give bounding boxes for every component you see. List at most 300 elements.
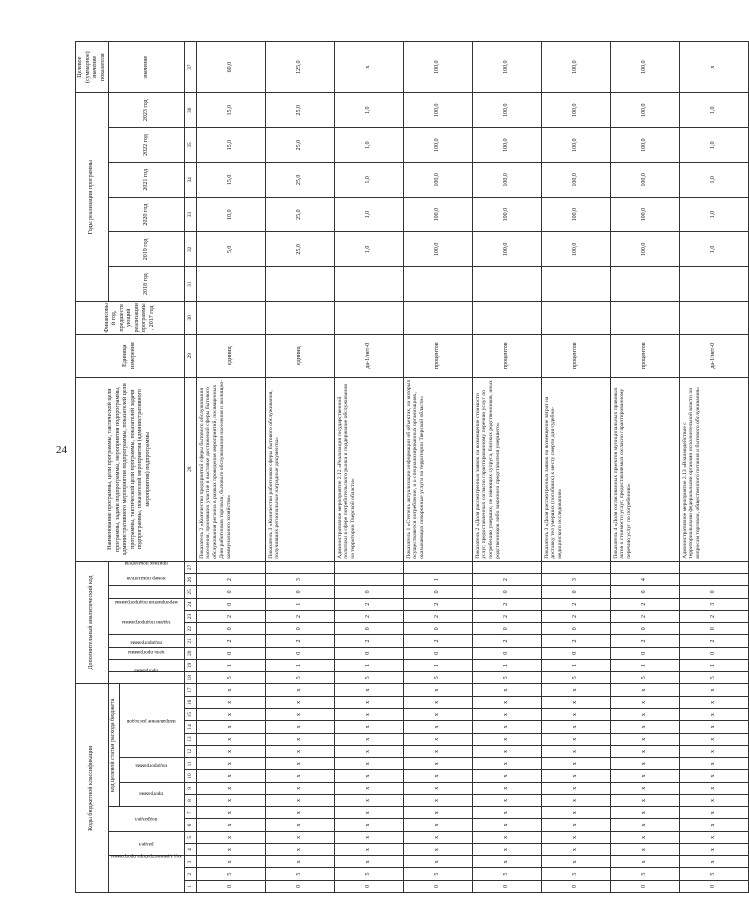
year-value-cell: 100,0 <box>541 128 610 163</box>
column-number: 10 <box>184 770 196 782</box>
program-table <box>75 41 749 893</box>
indicator-name: Показатель 2 «Количество предприятий сферы бытового обслуживания населения, принявших участие в выставке достижений сферы бытового обслуживания региона в рамках проведения мероприятий, посвященных Дню работников торговли, бытового обслуживания населения и жилищно-коммунального хозяйства» <box>196 377 265 561</box>
year-value-cell: 1,0 <box>679 197 748 232</box>
code-cell: 0 <box>472 647 541 659</box>
column-number: 24 <box>184 598 196 610</box>
column-number: 32 <box>184 232 196 267</box>
indicator-name: Административное мероприятие 2.13 «Взаимодействие с территориальными федеральными органами исполнительной власти по вопросам торговли, общественного питания и бытового обслуживания» <box>679 377 748 561</box>
code-cell: 5 <box>472 672 541 684</box>
year-value-cell: 100,0 <box>610 197 679 232</box>
code-cell: х <box>541 782 610 794</box>
year-value-cell: 25,0 <box>265 93 334 128</box>
column-number: 37 <box>184 42 196 93</box>
year-value-cell: 1,0 <box>334 93 403 128</box>
target-value-cell: 60,0 <box>196 42 265 93</box>
code-cell: х <box>196 709 265 721</box>
code-cell: х <box>265 843 334 855</box>
code-sub-indicator-sign: признак показателя <box>109 561 185 586</box>
code-cell: х <box>196 696 265 708</box>
table-row <box>403 42 472 893</box>
code-cell: х <box>610 856 679 868</box>
code-cell: х <box>403 721 472 733</box>
target-value-header: значение <box>109 42 185 93</box>
year-value-cell <box>610 267 679 302</box>
code-cell: х <box>679 758 748 770</box>
code-cell: 0 <box>334 623 403 635</box>
unit-cell: процентов <box>472 334 541 377</box>
code-cell: х <box>610 733 679 745</box>
year-value-cell: 1,0 <box>334 232 403 267</box>
base-year-cell <box>541 302 610 335</box>
code-cell: 2 <box>610 635 679 647</box>
code-cell: 5 <box>265 672 334 684</box>
target-value-cell: 100,0 <box>472 42 541 93</box>
column-number: 8 <box>184 794 196 806</box>
column-number: 35 <box>184 128 196 163</box>
column-number: 23 <box>184 610 196 622</box>
code-cell: 1 <box>265 598 334 610</box>
code-cell: 0 <box>265 586 334 598</box>
year-value-cell: 100,0 <box>541 162 610 197</box>
analytic-code-header: Дополнительный аналитический код <box>76 561 109 684</box>
year-value-cell: 1,0 <box>679 162 748 197</box>
year-value-cell: 100,0 <box>541 232 610 267</box>
code-cell: 5 <box>472 868 541 880</box>
code-cell: 0 <box>541 586 610 598</box>
code-cell: 0 <box>472 586 541 598</box>
code-cell: х <box>541 831 610 843</box>
code-cell: х <box>679 721 748 733</box>
column-number: 33 <box>184 197 196 232</box>
year-2022-header: 2022 год <box>109 128 185 163</box>
indicator-name: Показатель 1 «Степень актуализации информации об объектах, на которых осуществляется потребление, и о специализированных организациях, оказывающих похоронные услуги на территории Тверской области» <box>403 377 472 561</box>
code-cell: 2 <box>403 635 472 647</box>
code-sub-indicator-number: номер показателя <box>109 586 185 598</box>
code-cell: 0 <box>541 647 610 659</box>
code-cell: х <box>403 770 472 782</box>
code-cell: х <box>334 721 403 733</box>
name-header: Наименование программы, цели программы, тактической цели программы, задачи подпрограммы, мероприятия подпрограммы, административного мероприятия подпрограммы, показателей цели программы, тактической цели программы, показателей задачи подпрограммы, показателей мероприятия (административного мероприятия) подпрограммы <box>76 377 185 561</box>
code-cell: 0 <box>679 647 748 659</box>
year-value-cell: 100,0 <box>610 162 679 197</box>
code-cell <box>334 574 403 586</box>
code-cell <box>679 574 748 586</box>
year-value-cell: 1,0 <box>334 162 403 197</box>
code-cell: х <box>472 758 541 770</box>
code-cell: х <box>472 819 541 831</box>
code-cell: 5 <box>196 672 265 684</box>
code-cell: х <box>334 807 403 819</box>
subprogram-code-header: подпрограмма <box>119 758 184 783</box>
base-year-cell <box>472 302 541 335</box>
year-value-cell <box>265 267 334 302</box>
code-cell: х <box>610 794 679 806</box>
code-cell: х <box>679 856 748 868</box>
code-cell <box>265 561 334 573</box>
code-cell: 0 <box>541 880 610 892</box>
code-cell: х <box>265 807 334 819</box>
code-cell: х <box>403 856 472 868</box>
code-cell: х <box>334 758 403 770</box>
code-cell: х <box>541 721 610 733</box>
code-cell: х <box>679 709 748 721</box>
code-cell: х <box>196 745 265 757</box>
column-number: 9 <box>184 782 196 794</box>
code-cell: х <box>610 758 679 770</box>
table-row <box>679 42 748 893</box>
code-cell: х <box>541 696 610 708</box>
code-cell: х <box>265 709 334 721</box>
year-value-cell: 100,0 <box>472 128 541 163</box>
year-value-cell: 1,0 <box>679 232 748 267</box>
year-value-cell <box>679 267 748 302</box>
code-sub-goal: цель программы <box>109 659 185 671</box>
code-cell <box>334 561 403 573</box>
code-sub-task: задачи подпрограммы <box>109 635 185 647</box>
code-cell: х <box>472 807 541 819</box>
year-value-cell <box>196 267 265 302</box>
code-cell: 2 <box>265 610 334 622</box>
code-cell: 0 <box>679 623 748 635</box>
code-cell: х <box>334 770 403 782</box>
page-number: 24 <box>56 444 67 456</box>
year-value-cell: 1,0 <box>334 128 403 163</box>
code-cell: 1 <box>472 659 541 671</box>
code-cell: х <box>472 843 541 855</box>
code-cell: х <box>196 856 265 868</box>
year-value-cell: 25,0 <box>265 128 334 163</box>
year-value-cell: 10,0 <box>196 197 265 232</box>
code-cell: х <box>679 794 748 806</box>
code-cell: 1 <box>334 659 403 671</box>
code-cell: 0 <box>610 880 679 892</box>
code-cell: 0 <box>334 586 403 598</box>
column-number: 28 <box>184 377 196 561</box>
code-cell: х <box>541 709 610 721</box>
code-cell: х <box>403 819 472 831</box>
year-value-cell: 1,0 <box>334 197 403 232</box>
target-value-cell: 125,0 <box>265 42 334 93</box>
column-number: 31 <box>184 267 196 302</box>
code-cell: 1 <box>265 659 334 671</box>
base-year-cell <box>403 302 472 335</box>
code-cell: х <box>403 684 472 696</box>
code-cell: х <box>472 831 541 843</box>
code-cell: х <box>541 856 610 868</box>
code-cell: х <box>679 819 748 831</box>
year-value-cell <box>541 267 610 302</box>
code-cell: х <box>679 684 748 696</box>
table-row <box>196 42 265 893</box>
code-cell: 0 <box>196 598 265 610</box>
code-cell: 0 <box>403 647 472 659</box>
code-cell: х <box>403 807 472 819</box>
base-year-cell <box>196 302 265 335</box>
target-value-cell: 100,0 <box>403 42 472 93</box>
indicator-name: Показатель 4 «Доля согласованных проектов муниципальных правовых актов о стоимости услуг, предоставляемых согласно гарантированному перечню услуг по погребению» <box>610 377 679 561</box>
code-cell: х <box>403 709 472 721</box>
code-cell: 0 <box>610 623 679 635</box>
indicator-name: Показатель 3 «Доля рассмотренных заявок на возмещение затрат на доставку тел умерших (погибших) к месту смерти для судебно-медицинского исследования» <box>541 377 610 561</box>
year-value-cell <box>403 267 472 302</box>
code-cell: 0 <box>196 647 265 659</box>
code-cell: х <box>403 782 472 794</box>
column-number: 15 <box>184 709 196 721</box>
code-cell: 0 <box>196 880 265 892</box>
code-cell: х <box>196 758 265 770</box>
budget-codes-header: Коды бюджетной классификации <box>76 684 109 893</box>
year-2019-header: 2019 год <box>109 232 185 267</box>
code-cell: х <box>403 831 472 843</box>
base-year-cell <box>679 302 748 335</box>
code-cell: х <box>472 733 541 745</box>
table-body <box>196 42 748 893</box>
code-cell: х <box>334 794 403 806</box>
code-cell: х <box>472 856 541 868</box>
column-number: 3 <box>184 856 196 868</box>
code-cell: 5 <box>334 672 403 684</box>
code-cell: 0 <box>610 586 679 598</box>
column-numbers-row <box>184 42 196 893</box>
unit-cell: процентов <box>403 334 472 377</box>
code-cell: х <box>334 684 403 696</box>
code-cell: 5 <box>403 672 472 684</box>
code-cell <box>610 561 679 573</box>
code-cell: х <box>334 745 403 757</box>
code-cell: х <box>541 733 610 745</box>
target-value-cell: 100,0 <box>610 42 679 93</box>
column-number: 1 <box>184 880 196 892</box>
code-cell: 0 <box>610 647 679 659</box>
code-cell: х <box>265 745 334 757</box>
code-cell: х <box>334 831 403 843</box>
unit-cell: да-1/нет-0 <box>334 334 403 377</box>
year-value-cell: 100,0 <box>610 232 679 267</box>
code-cell: х <box>472 745 541 757</box>
code-cell: 2 <box>679 635 748 647</box>
code-cell: 0 <box>196 623 265 635</box>
code-cell: х <box>265 782 334 794</box>
code-cell: 0 <box>679 880 748 892</box>
column-number: 27 <box>184 561 196 573</box>
code-cell: 0 <box>472 880 541 892</box>
code-cell: 2 <box>541 635 610 647</box>
column-number: 36 <box>184 93 196 128</box>
code-cell: х <box>472 721 541 733</box>
year-value-cell: 100,0 <box>403 162 472 197</box>
code-cell: х <box>610 831 679 843</box>
code-cell: х <box>610 684 679 696</box>
code-cell: х <box>541 684 610 696</box>
table-row <box>610 42 679 893</box>
unit-cell: единиц <box>265 334 334 377</box>
code-cell: х <box>610 843 679 855</box>
year-value-cell: 100,0 <box>610 128 679 163</box>
code-cell: 0 <box>541 623 610 635</box>
code-cell: х <box>196 684 265 696</box>
column-number: 34 <box>184 162 196 197</box>
code-cell <box>541 561 610 573</box>
code-cell: х <box>679 733 748 745</box>
code-cell: 5 <box>679 868 748 880</box>
code-cell: 2 <box>403 598 472 610</box>
code-cell: 5 <box>679 672 748 684</box>
code-cell: 2 <box>472 635 541 647</box>
year-value-cell <box>472 267 541 302</box>
target-value-cell: х <box>679 42 748 93</box>
code-cell: х <box>541 819 610 831</box>
year-value-cell: 25,0 <box>265 162 334 197</box>
code-cell: х <box>265 733 334 745</box>
code-cell: х <box>265 684 334 696</box>
code-cell: 2 <box>403 610 472 622</box>
code-cell: х <box>472 770 541 782</box>
code-cell: х <box>541 843 610 855</box>
code-cell: 5 <box>196 868 265 880</box>
code-cell: х <box>472 684 541 696</box>
table-row <box>472 42 541 893</box>
code-cell: х <box>196 807 265 819</box>
year-2020-header: 2020 год <box>109 197 185 232</box>
column-number: 2 <box>184 868 196 880</box>
code-cell: х <box>610 807 679 819</box>
column-number: 11 <box>184 758 196 770</box>
column-number: 16 <box>184 696 196 708</box>
code-cell: х <box>265 770 334 782</box>
year-value-cell: 100,0 <box>472 197 541 232</box>
code-cell: 0 <box>265 880 334 892</box>
code-cell: х <box>334 819 403 831</box>
column-number: 29 <box>184 334 196 377</box>
target-header: Целевое (суммарное) значение показателя <box>76 42 109 93</box>
code-cell: х <box>610 721 679 733</box>
code-cell: 2 <box>472 574 541 586</box>
code-cell: х <box>403 758 472 770</box>
column-number: 4 <box>184 843 196 855</box>
column-number: 20 <box>184 647 196 659</box>
code-cell: 0 <box>403 880 472 892</box>
code-cell: х <box>334 733 403 745</box>
rotated-table-container <box>75 41 716 893</box>
column-number: 12 <box>184 745 196 757</box>
subsection-header: подраздел <box>109 807 185 832</box>
code-cell: 5 <box>541 672 610 684</box>
code-cell: х <box>265 819 334 831</box>
code-cell <box>472 561 541 573</box>
code-cell: х <box>265 721 334 733</box>
code-cell: х <box>196 733 265 745</box>
unit-cell: единиц <box>196 334 265 377</box>
code-cell: х <box>196 819 265 831</box>
code-sub-program: программа <box>109 672 185 684</box>
year-value-cell: 15,0 <box>196 162 265 197</box>
year-2018-header: 2018 год <box>109 267 185 302</box>
column-number: 7 <box>184 807 196 819</box>
base-year-cell <box>334 302 403 335</box>
code-cell: х <box>679 843 748 855</box>
code-cell: х <box>541 794 610 806</box>
code-cell: 5 <box>541 868 610 880</box>
code-cell: 0 <box>472 623 541 635</box>
code-cell: 1 <box>196 659 265 671</box>
code-cell: х <box>472 794 541 806</box>
code-cell: 2 <box>679 610 748 622</box>
code-cell: 0 <box>196 586 265 598</box>
code-cell <box>196 561 265 573</box>
code-cell: х <box>334 709 403 721</box>
header-row-1 <box>76 42 109 893</box>
admin-code-header: код администратора программы <box>109 856 185 893</box>
code-cell <box>679 561 748 573</box>
year-value-cell: 100,0 <box>541 197 610 232</box>
code-cell: 2 <box>610 598 679 610</box>
code-cell: х <box>196 831 265 843</box>
year-value-cell: 100,0 <box>472 232 541 267</box>
year-value-cell: 15,0 <box>196 128 265 163</box>
column-number: 30 <box>184 302 196 335</box>
code-cell: 0 <box>403 623 472 635</box>
code-cell: 2 <box>334 598 403 610</box>
code-cell: х <box>334 856 403 868</box>
code-cell: х <box>679 807 748 819</box>
year-value-cell: 1,0 <box>679 93 748 128</box>
code-cell: х <box>610 696 679 708</box>
code-cell: х <box>610 782 679 794</box>
code-cell: 2 <box>196 635 265 647</box>
code-cell: 2 <box>610 610 679 622</box>
code-cell: х <box>610 709 679 721</box>
column-number: 22 <box>184 623 196 635</box>
direction-code-header: направление расходов <box>119 684 184 758</box>
table-row <box>334 42 403 893</box>
code-sub-measure: мероприятия подпрограммы <box>109 598 185 635</box>
code-cell: 1 <box>403 659 472 671</box>
year-value-cell <box>334 267 403 302</box>
code-cell: х <box>403 745 472 757</box>
year-2021-header: 2021 год <box>109 162 185 197</box>
code-cell: х <box>196 794 265 806</box>
code-cell: х <box>334 782 403 794</box>
table-row <box>541 42 610 893</box>
code-cell: 2 <box>196 574 265 586</box>
program-code-header: программа <box>119 782 184 807</box>
code-cell: х <box>610 819 679 831</box>
year-value-cell: 25,0 <box>265 197 334 232</box>
code-sub-subprogram: подпрограмма <box>109 647 185 659</box>
code-cell: х <box>679 782 748 794</box>
code-cell: 2 <box>196 610 265 622</box>
code-cell: х <box>334 696 403 708</box>
code-cell <box>403 561 472 573</box>
code-cell: 2 <box>472 598 541 610</box>
code-cell: х <box>541 745 610 757</box>
table-row <box>265 42 334 893</box>
year-value-cell: 100,0 <box>541 93 610 128</box>
year-value-cell: 5,0 <box>196 232 265 267</box>
year-value-cell: 25,0 <box>265 232 334 267</box>
year-value-cell: 100,0 <box>403 197 472 232</box>
code-cell: х <box>679 831 748 843</box>
column-number: 6 <box>184 819 196 831</box>
column-number: 25 <box>184 586 196 598</box>
code-cell: 1 <box>403 574 472 586</box>
indicator-name: Показатель 2 «Доля рассмотренных заявок на возмещение стоимости услуг, предоставленных согласно гарантированному перечню услуг по погребению умерших, не имеющих супруга, близких родственников, иных родственников либо законного представителя умершего» <box>472 377 541 561</box>
code-cell: 4 <box>610 574 679 586</box>
code-cell: 0 <box>403 586 472 598</box>
code-cell: х <box>196 770 265 782</box>
year-value-cell: 100,0 <box>403 128 472 163</box>
code-cell: х <box>472 709 541 721</box>
